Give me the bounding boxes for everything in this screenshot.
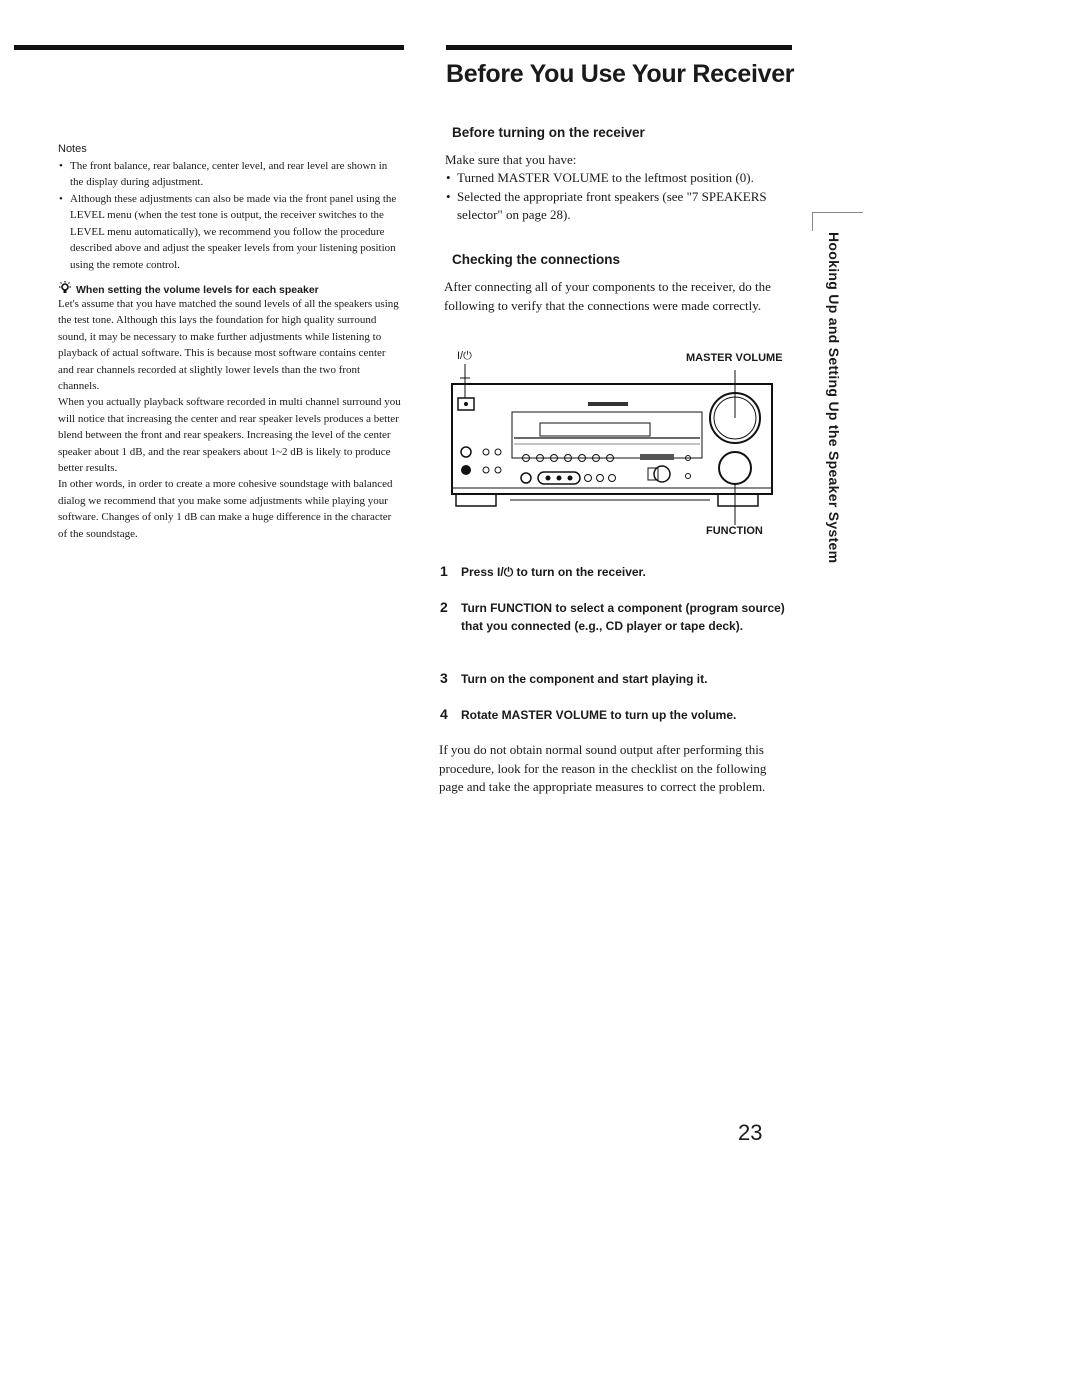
- before-list: [445, 169, 790, 225]
- step-1: [440, 563, 790, 581]
- note-item: • Although these adjustments can also be made via the front panel using the LEVEL menu (when the test tone is output, the receiver switches to the LEVEL menu automatically), we recommend you follow the procedure described above and adjust the speaker levels from your listening position using the remote control.: [58, 191, 403, 274]
- step-2: [440, 599, 790, 635]
- tip-body: [58, 296, 403, 542]
- step-number: 2: [440, 599, 448, 615]
- step-text: Turn FUNCTION to select a component (program source) that you connected (e.g., CD player or tape deck).: [461, 601, 785, 633]
- master-volume-label: MASTER VOLUME: [686, 352, 783, 364]
- top-rule-right: [446, 45, 792, 50]
- step-3: [440, 670, 790, 688]
- power-label: I/⏻: [457, 350, 472, 362]
- page-title: Before You Use Your Receiver: [446, 60, 795, 88]
- tip-heading-text: When setting the volume levels for each speaker: [76, 284, 319, 296]
- before-item: • Turned MASTER VOLUME to the leftmost position (0).: [445, 169, 790, 188]
- step-text: Rotate MASTER VOLUME to turn up the volume.: [461, 708, 737, 722]
- receiver-front-panel-diagram: [440, 360, 780, 525]
- step-text: Turn on the component and start playing it.: [461, 672, 708, 686]
- step-4: [440, 706, 790, 724]
- closing-paragraph: If you do not obtain normal sound output after performing this procedure, look for the reason in the checklist on the following page and take the appropriate measures to correct the problem.: [439, 742, 767, 794]
- before-intro: Make sure that you have:: [445, 152, 577, 167]
- before-turning-heading: Before turning on the receiver: [452, 125, 645, 140]
- step-text: Press I/⏻ to turn on the receiver.: [461, 565, 646, 579]
- section-tab-bracket: [812, 212, 863, 231]
- checking-intro: After connecting all of your components to the receiver, do the following to verify that the connections were made correctly.: [444, 279, 771, 313]
- tip-paragraph: When you actually playback software recorded in multi channel surround you will notice that increasing the center and rear speaker levels produces a better blend between the front and rear speakers. Increasing the level of the center speaker about 1 dB, and the rear speakers about 1~2 dB is likely to produce better results.: [58, 396, 401, 475]
- tip-bulb-icon: [58, 281, 72, 295]
- step-number: 1: [440, 563, 448, 579]
- step-number: 4: [440, 706, 448, 722]
- note-item: • The front balance, rear balance, center level, and rear level are shown in the display during adjustment.: [58, 158, 403, 191]
- page-number: 23: [738, 1120, 763, 1145]
- notes-list: [58, 141, 403, 273]
- section-tab-label: Hooking Up and Setting Up the Speaker System: [826, 232, 842, 564]
- before-item: • Selected the appropriate front speakers (see "7 SPEAKERS selector" on page 28).: [445, 188, 790, 225]
- notes-heading: Notes: [58, 143, 87, 155]
- tip-paragraph: Let's assume that you have matched the sound levels of all the speakers using the test tone. Although this lays the foundation for high quality surround sound, it may be necessary to make further adjustments while listening to playback of actual software. This is because most software contains center and rear channels recorded at slightly lower levels than the two front channels.: [58, 298, 399, 393]
- tip-heading: [58, 281, 403, 296]
- step-number: 3: [440, 670, 448, 686]
- function-label: FUNCTION: [706, 525, 763, 537]
- tip-paragraph: In other words, in order to create a more cohesive soundstage with balanced dialog we recommend that you make some adjustments while playing your software. Changes of only 1 dB can make a huge difference in the character of the soundstage.: [58, 478, 393, 540]
- top-rule-left: [14, 45, 404, 50]
- checking-heading: Checking the connections: [452, 252, 621, 267]
